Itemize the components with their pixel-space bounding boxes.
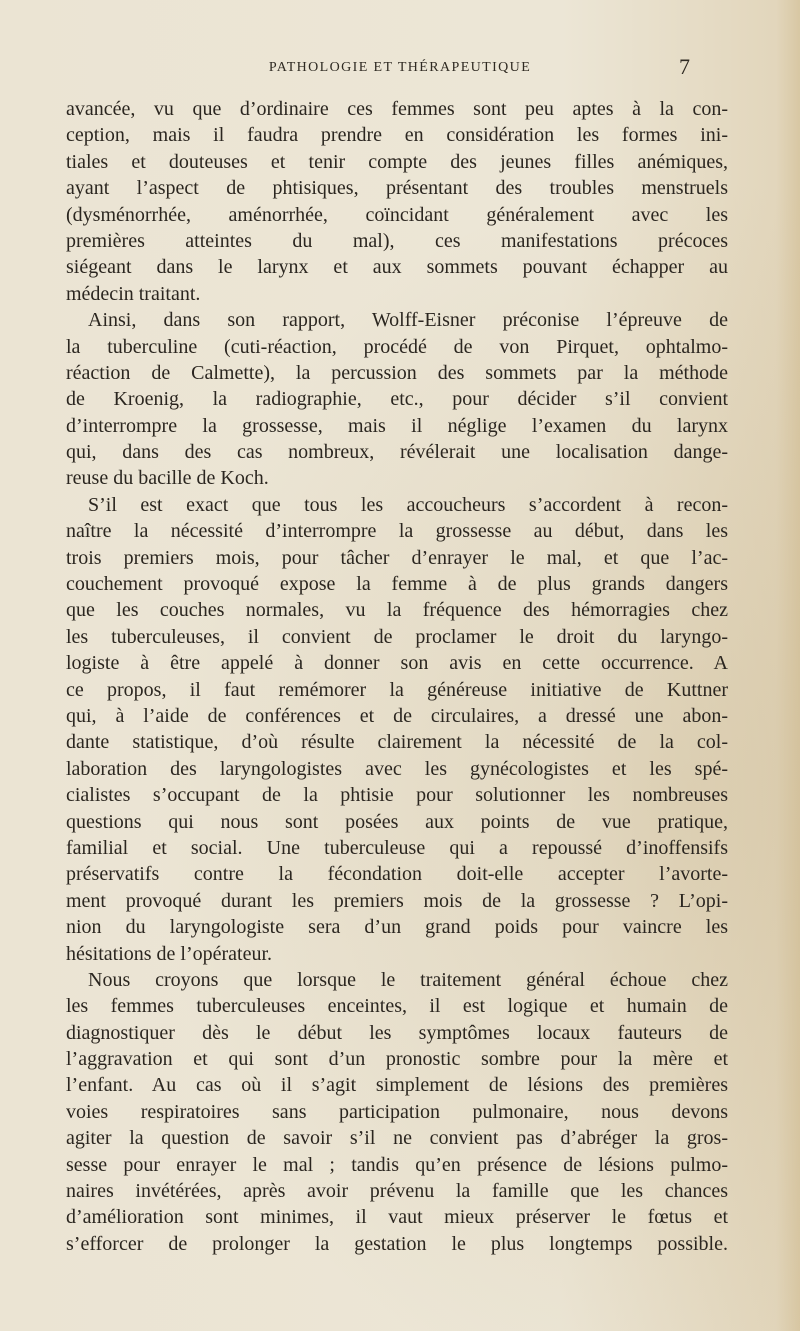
text-line: les femmes tuberculeuses enceintes, il est logique et humain de xyxy=(66,995,728,1018)
text-line: sesse pour enrayer le mal ; tandis qu’en présence de lésions pulmo- xyxy=(66,1153,728,1176)
text-line: S’il est exact que tous les accoucheurs s’accordent à recon- xyxy=(88,493,728,516)
text-line: ayant l’aspect de phtisiques, présentant des troubles menstruels xyxy=(66,177,728,200)
page-number: 7 xyxy=(679,54,690,79)
text-line: d’amélioration sont minimes, il vaut mieux préserver le fœtus et xyxy=(66,1206,728,1229)
text-line: diagnostiquer dès le début les symptômes locaux fauteurs de xyxy=(66,1021,728,1044)
running-head xyxy=(0,54,800,84)
text-line: d’interrompre la grossesse, mais il néglige l’examen du larynx xyxy=(66,414,728,437)
running-title: PATHOLOGIE ET THÉRAPEUTIQUE xyxy=(268,60,532,75)
text-line: reuse du bacille de Koch. xyxy=(66,467,269,490)
text-line: logiste à être appelé à donner son avis en cette occurrence. A xyxy=(66,652,728,675)
text-line: que les couches normales, vu la fréquence des hémorragies chez xyxy=(66,599,728,622)
text-line: couchement provoqué expose la femme à de plus grands dangers xyxy=(66,573,728,596)
text-line: l’enfant. Au cas où il s’agit simplement de lésions des premières xyxy=(66,1074,728,1097)
text-line: de Kroenig, la radiographie, etc., pour décider s’il convient xyxy=(66,388,728,411)
text-line: (dysménorrhée, aménorrhée, coïncidant généralement avec les xyxy=(66,203,728,226)
text-line: avancée, vu que d’ordinaire ces femmes sont peu aptes à la con- xyxy=(66,98,728,120)
text-line: ception, mais il faudra prendre en considération les formes ini- xyxy=(66,124,728,147)
text-line: hésitations de l’opérateur. xyxy=(66,942,273,965)
text-line: réaction de Calmette), la percussion des sommets par la méthode xyxy=(66,361,728,384)
text-line: la tuberculine (cuti-réaction, procédé de von Pirquet, ophtalmo- xyxy=(66,335,728,358)
text-line: naître la nécessité d’interrompre la grossesse au début, dans les xyxy=(66,520,728,543)
text-body xyxy=(66,96,728,1257)
text-line: naires invétérées, après avoir prévenu la famille que les chances xyxy=(66,1180,728,1203)
text-line: Ainsi, dans son rapport, Wolff-Eisner préconise l’épreuve de xyxy=(88,309,728,332)
text-line: premières atteintes du mal), ces manifestations précoces xyxy=(66,229,728,252)
text-line: l’aggravation et qui sont d’un pronostic sombre pour la mère et xyxy=(66,1048,728,1071)
text-line: agiter la question de savoir s’il ne convient pas d’abréger la gros- xyxy=(66,1127,728,1150)
text-line: préservatifs contre la fécondation doit-elle accepter l’avorte- xyxy=(66,863,728,886)
text-line: tiales et douteuses et tenir compte des jeunes filles anémiques, xyxy=(66,150,728,173)
text-line: qui, à l’aide de conférences et de circulaires, a dressé une abon- xyxy=(66,704,728,727)
text-line: ce propos, il faut remémorer la généreuse initiative de Kuttner xyxy=(66,678,728,701)
text-line: nion du laryngologiste sera d’un grand poids pour vaincre les xyxy=(66,916,728,939)
text-line: questions qui nous sont posées aux points de vue pratique, xyxy=(66,810,728,833)
text-line: laboration des laryngologistes avec les gynécologistes et les spé- xyxy=(66,757,728,780)
text-line: dante statistique, d’où résulte clairement la nécessité de la col- xyxy=(66,731,728,754)
text-line: les tuberculeuses, il convient de proclamer le droit du laryngo- xyxy=(66,625,728,648)
text-line: trois premiers mois, pour tâcher d’enrayer le mal, et que l’ac- xyxy=(66,546,728,569)
text-line: familial et social. Une tuberculeuse qui a repoussé d’inoffensifs xyxy=(66,836,728,859)
text-line: Nous croyons que lorsque le traitement général échoue chez xyxy=(88,968,728,991)
text-line: qui, dans des cas nombreux, révélerait une localisation dange- xyxy=(66,441,728,464)
text-line: s’efforcer de prolonger la gestation le plus longtemps possible. xyxy=(66,1232,728,1255)
text-line: siégeant dans le larynx et aux sommets pouvant échapper au xyxy=(66,256,728,279)
text-line: médecin traitant. xyxy=(66,282,201,305)
text-line: ment provoqué durant les premiers mois de la grossesse ? L’opi- xyxy=(66,889,728,912)
text-line: voies respiratoires sans participation pulmonaire, nous devons xyxy=(66,1100,728,1123)
text-line: cialistes s’occupant de la phtisie pour solutionner les nombreuses xyxy=(66,784,728,807)
